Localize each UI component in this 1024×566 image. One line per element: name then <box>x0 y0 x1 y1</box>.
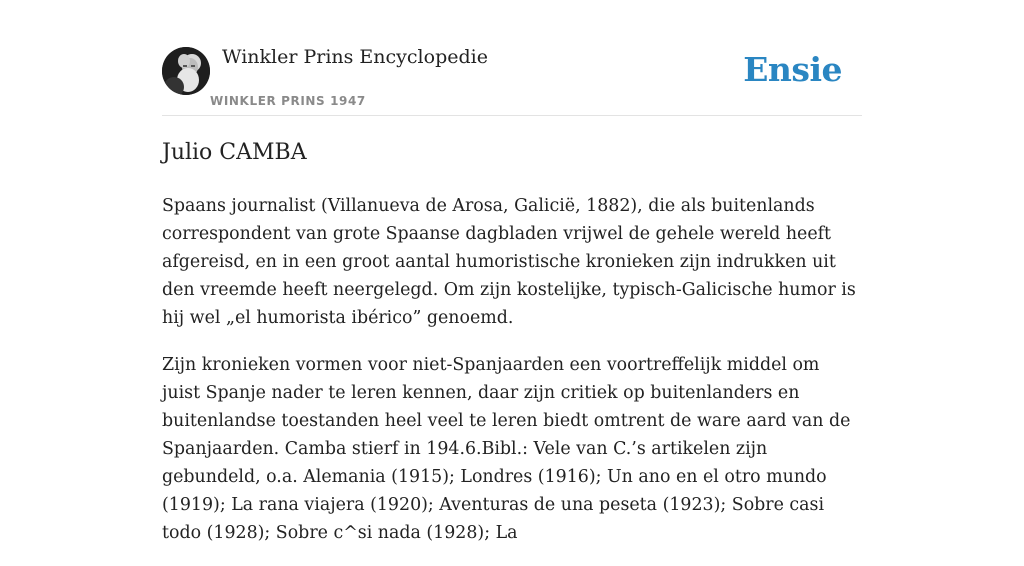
header-divider <box>162 115 862 116</box>
brand-logo[interactable]: Ensie <box>743 50 842 89</box>
article-paragraph: Spaans journalist (Villanueva de Arosa, Galicië, 1882), die als buitenlands correspondent van grote Spaanse dagbladen vrijwel de gehele wereld heeft afgereisd, en in een groot aantal humoristische kronieken zijn indrukken uit den vreemde heeft neergelegd. Om zijn kostelijke, typisch-Galicische humor is hij wel „el humorista ibérico” genoemd. <box>162 196 856 328</box>
article-title: Julio CAMBA <box>162 140 307 165</box>
site-subtitle[interactable]: WINKLER PRINS 1947 <box>210 94 366 108</box>
site-title[interactable]: Winkler Prins Encyclopedie <box>222 46 488 68</box>
article-body <box>162 192 862 566</box>
site-header <box>162 0 862 116</box>
article-paragraph: Zijn kronieken vormen voor niet-Spanjaarden een voortreffelijk middel om juist Spanje nader te leren kennen, daar zijn critiek op buitenlanders en buitenlandse toestanden heel veel te leren biedt omtrent de ware aard van de Spanjaarden. Camba stierf in 194.6.Bibl.: Vele van C.’s artikelen zijn gebundeld, o.a. Alemania (1915); Londres (1916); Un ano en el otro mundo (1919); La rana viajera (1920); Aventuras de una peseta (1923); Sobre casi todo (1928); Sobre c^si nada (1928); La <box>162 355 851 543</box>
avatar[interactable] <box>162 47 210 95</box>
bearded-man-portrait-icon <box>162 47 210 95</box>
